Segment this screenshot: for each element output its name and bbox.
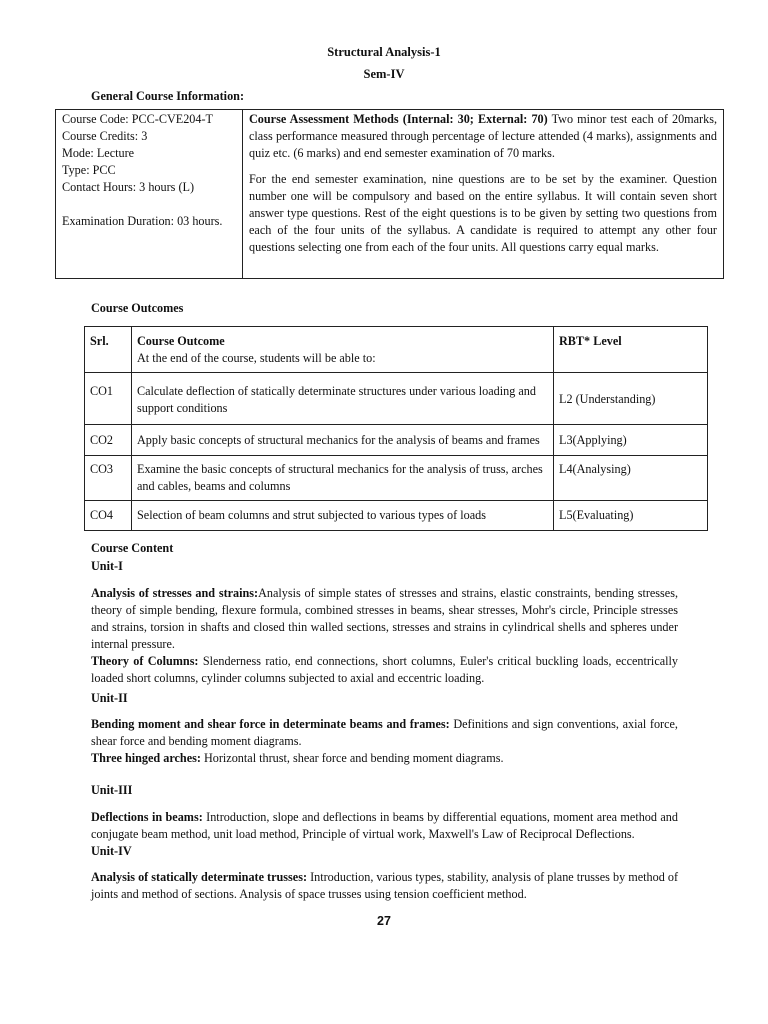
header-outcome-sub: At the end of the course, students will be able to: [137,351,376,365]
course-outcomes-table [84,326,708,531]
unit-2-bending-paragraph [91,716,678,750]
general-info-heading: General Course Information: [91,89,244,103]
unit-1-title: Unit-I [91,559,123,573]
assessment-paragraph [249,111,717,162]
topic-heading: Three hinged arches: [91,751,201,765]
row-level: L4(Analysing) [554,456,708,501]
unit-2-body [91,716,678,767]
topic-heading: Bending moment and shear force in determinate beams and frames: [91,717,450,731]
row-level: L2 (Understanding) [554,373,708,425]
row-srl: CO4 [85,501,132,531]
row-srl: CO2 [85,425,132,456]
row-level: L3(Applying) [554,425,708,456]
course-outcomes-heading: Course Outcomes [91,301,184,315]
table-row [85,501,708,531]
unit-2-title: Unit-II [91,691,128,705]
topic-text: Slenderness ratio, end connections, short columns, Euler's critical buckling loads, eccentrically loaded short columns, cylinder columns subjected to axial and eccentric loading. [91,654,678,685]
unit-3-body [91,809,678,860]
table-row [85,425,708,456]
unit-3-title: Unit-III [91,783,133,797]
header-outcome-title: Course Outcome [137,334,225,348]
row-outcome: Apply basic concepts of structural mechanics for the analysis of beams and frames [132,425,554,456]
row-outcome: Selection of beam columns and strut subjected to various types of loads [132,501,554,531]
course-credits: Course Credits: 3 [62,129,148,143]
table-row [85,456,708,501]
unit-1-columns-paragraph [91,653,678,687]
unit-1-stresses-paragraph [91,585,678,653]
assessment-heading: Course Assessment Methods (Internal: 30; External: 70) [249,112,548,126]
course-details-cell [56,110,243,278]
unit-4-body [91,869,678,903]
unit-2-arches-paragraph [91,750,678,767]
table-row [85,373,708,425]
exam-duration: Examination Duration: 03 hours. [62,214,223,228]
topic-heading: Analysis of statically determinate trusses: [91,870,308,884]
topic-text: Introduction, slope and deflections in beams by differential equations, moment area method and conjugate beam method, unit load method, Principle of virtual work, Maxwell's Law of Reciprocal Deflections. [91,810,678,841]
assessment-text: Two minor test each of 20marks, class performance measured through percentage of lecture attended (4 marks), assignments and quiz etc. (6 marks) and end semester examination of 70 marks. [249,112,718,160]
row-outcome: Examine the basic concepts of structural mechanics for the analysis of truss, arches and cables, beams and columns [132,456,554,501]
row-srl: CO3 [85,456,132,501]
course-title: Structural Analysis-1 [327,45,441,59]
contact-hours: Contact Hours: 3 hours (L) [62,180,195,194]
row-level: L5(Evaluating) [554,501,708,531]
unit-4-trusses-paragraph [91,869,678,903]
topic-heading: Deflections in beams: [91,810,203,824]
spacer [62,196,242,213]
semester-label: Sem-IV [363,67,405,81]
course-mode: Mode: Lecture [62,146,135,160]
header-outcome [132,327,554,373]
topic-text: Analysis of simple states of stresses and strains, elastic constraints, bending stresses, theory of simple bending, flexure formula, combined stresses in beams, shear stresses, Mohr's circle, Principle stresses and strains, torsion in shafts and closed thin walled sections, stresses and strains in cylindrical shells and spheres under internal pressure. [91,586,678,651]
course-content-heading: Course Content [91,541,174,555]
course-code: Course Code: PCC-CVE204-T [62,112,213,126]
header-level: RBT* Level [554,327,708,373]
row-outcome: Calculate deflection of statically determinate structures under various loading and support conditions [132,373,554,425]
page-number: 27 [377,914,391,928]
topic-heading: Theory of Columns: [91,654,199,668]
header-srl: Srl. [85,327,132,373]
topic-text: Definitions and sign conventions, axial force, shear force and bending moment diagrams. [91,717,678,748]
topic-text: Horizontal thrust, shear force and bending moment diagrams. [200,751,504,765]
assessment-cell [243,110,723,278]
general-info-table [55,109,724,279]
unit-1-body [91,585,678,687]
course-type: Type: PCC [62,163,116,177]
table-header-row [85,327,708,373]
topic-text: Introduction, various types, stability, analysis of plane trusses by method of joints and method of sections. Analysis of space trusses using tension coefficient method. [91,870,678,901]
unit-4-title: Unit-IV [91,844,132,858]
topic-heading: Analysis of stresses and strains: [91,586,259,600]
row-srl: CO1 [85,373,132,425]
exam-paragraph: For the end semester examination, nine questions are to be set by the examiner. Question number one will be compulsory and based on the entire syllabus. It will contain seven short answer type questions. Rest of the eight questions is to be given by setting two questions from each of the four units of the syllabus. A candidate is required to attempt any other four questions selecting one from each of the four units. All questions carry equal marks. [249,172,717,254]
unit-3-deflections-paragraph [91,809,678,843]
